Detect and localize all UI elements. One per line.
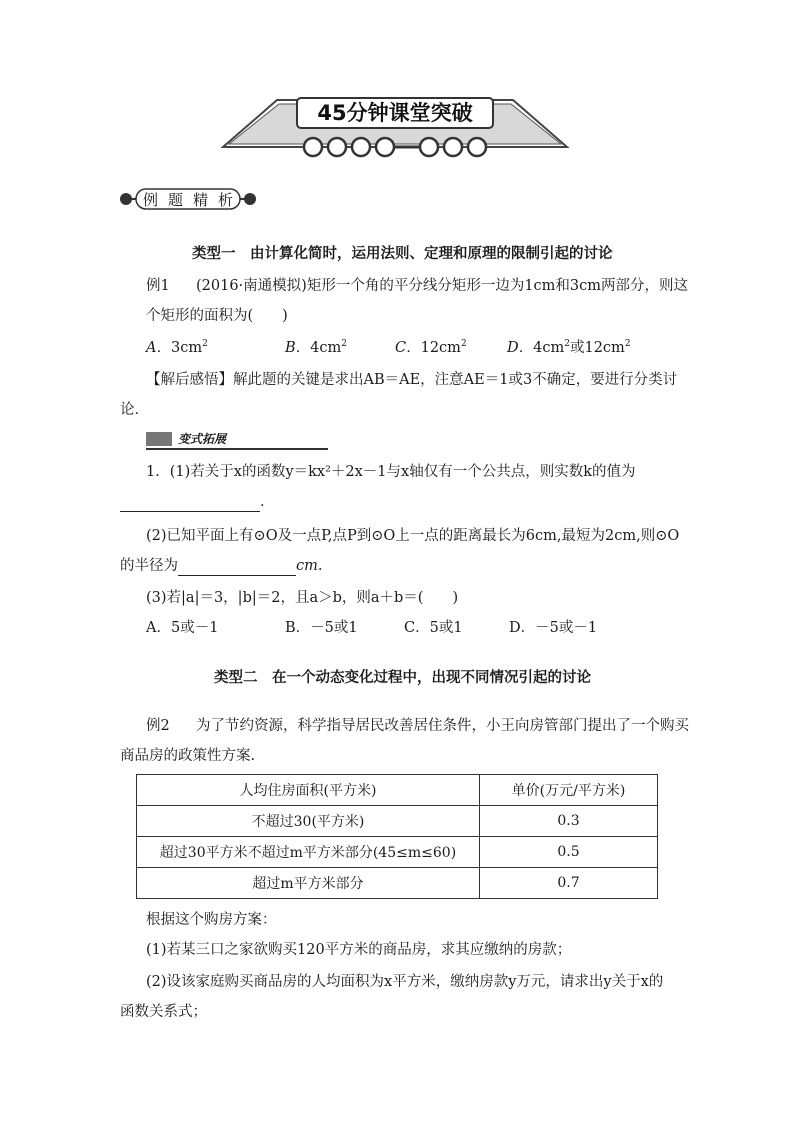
insight-line1: 【解后感悟】解此题的关键是求出AB＝AE，注意AE＝1或3不确定，要进行分类讨 [146,372,678,388]
section-char: 析 [217,190,233,209]
header-banner [215,92,575,162]
example1-option-b: B．$4cm^2$ [285,339,347,356]
q1-part2-line2: 的半径为 cm. [120,558,323,574]
example2-question1: (1)若某三口之家欲购买120平方米的商品房，求其应缴纳的房款； [146,942,572,958]
banner-title: 45分钟课堂突破 [317,101,473,125]
example2-label: 例2 [146,718,170,734]
table-cell: 0.7 [480,868,658,899]
table-header-cell: 人均住房面积(平方米) [137,775,480,806]
table-cell: 0.3 [480,806,658,837]
q1-part2-line1: (2)已知平面上有⊙O及一点P,点P到⊙O上一点的距离最长为6cm,最短为2cm,则⊙O [146,528,680,544]
example1-option-d: D．$4cm^2$或$12cm^2$ [507,339,631,356]
q1-part3-line: (3)若|a|＝3，|b|＝2，且a＞b，则a＋b＝( ) [146,590,459,606]
section-char: 精 [192,190,208,209]
example2-line1: 为了节约资源，科学指导居民改善居住条件，小王向房管部门提出了一个购买 [196,718,689,734]
type2-heading: 类型二 在一个动态变化过程中，出现不同情况引起的讨论 [214,669,591,686]
section-char: 例 [142,190,158,209]
example1-label: 例1 [146,278,170,294]
answer-blank[interactable] [178,560,296,576]
insight-line2: 论． [120,402,149,418]
q1-option-d: D．－5或－1 [509,620,598,636]
pricing-table [136,774,658,899]
q1-part1-line1: 1．(1)若关于x的函数y＝kx²＋2x－1与x轴仅有一个公共点，则实数k的值为 [146,464,636,480]
table-row [137,837,658,868]
section-badge [118,186,258,212]
example2-question2-line2: 函数关系式； [120,1004,207,1020]
example1-line2: 个矩形的面积为( ) [146,308,288,324]
variation-bar [146,430,328,450]
table-header-cell: 单价(万元/平方米) [480,775,658,806]
section-char: 题 [167,190,183,209]
table-row [137,806,658,837]
type1-heading: 类型一 由计算化简时，运用法则、定理和原理的限制引起的讨论 [192,245,613,262]
table-row [137,868,658,899]
variation-label: 变式拓展 [178,432,227,446]
table-cell: 超过m平方米部分 [137,868,480,899]
table-cell: 0.5 [480,837,658,868]
q1-option-b: B．－5或1 [285,620,358,636]
variation-bar-fill [146,432,172,446]
table-header-row [137,775,658,806]
example2-line2: 商品房的政策性方案. [120,748,256,764]
table-cell: 不超过30(平方米) [137,806,480,837]
example1-option-c: C．$12cm^2$ [395,339,467,356]
answer-blank[interactable] [120,496,260,512]
example1-option-a: A．$3cm^2$ [146,339,208,356]
example1-line1: (2016·南通模拟)矩形一个角的平分线分矩形一边为1cm和3cm两部分，则这 [196,278,689,294]
q1-part1-answer-line: ． [120,492,275,512]
example2-question2-line1: (2)设该家庭购买商品房的人均面积为x平方米，缴纳房款y万元，请求出y关于x的 [146,974,664,990]
q1-option-a: A．5或－1 [146,620,219,636]
section-badge-label [138,189,238,209]
table-cell: 超过30平方米不超过m平方米部分(45≤m≤60) [137,837,480,868]
q1-option-c: C．5或1 [404,620,463,636]
after-table-text: 根据这个购房方案： [146,912,277,928]
